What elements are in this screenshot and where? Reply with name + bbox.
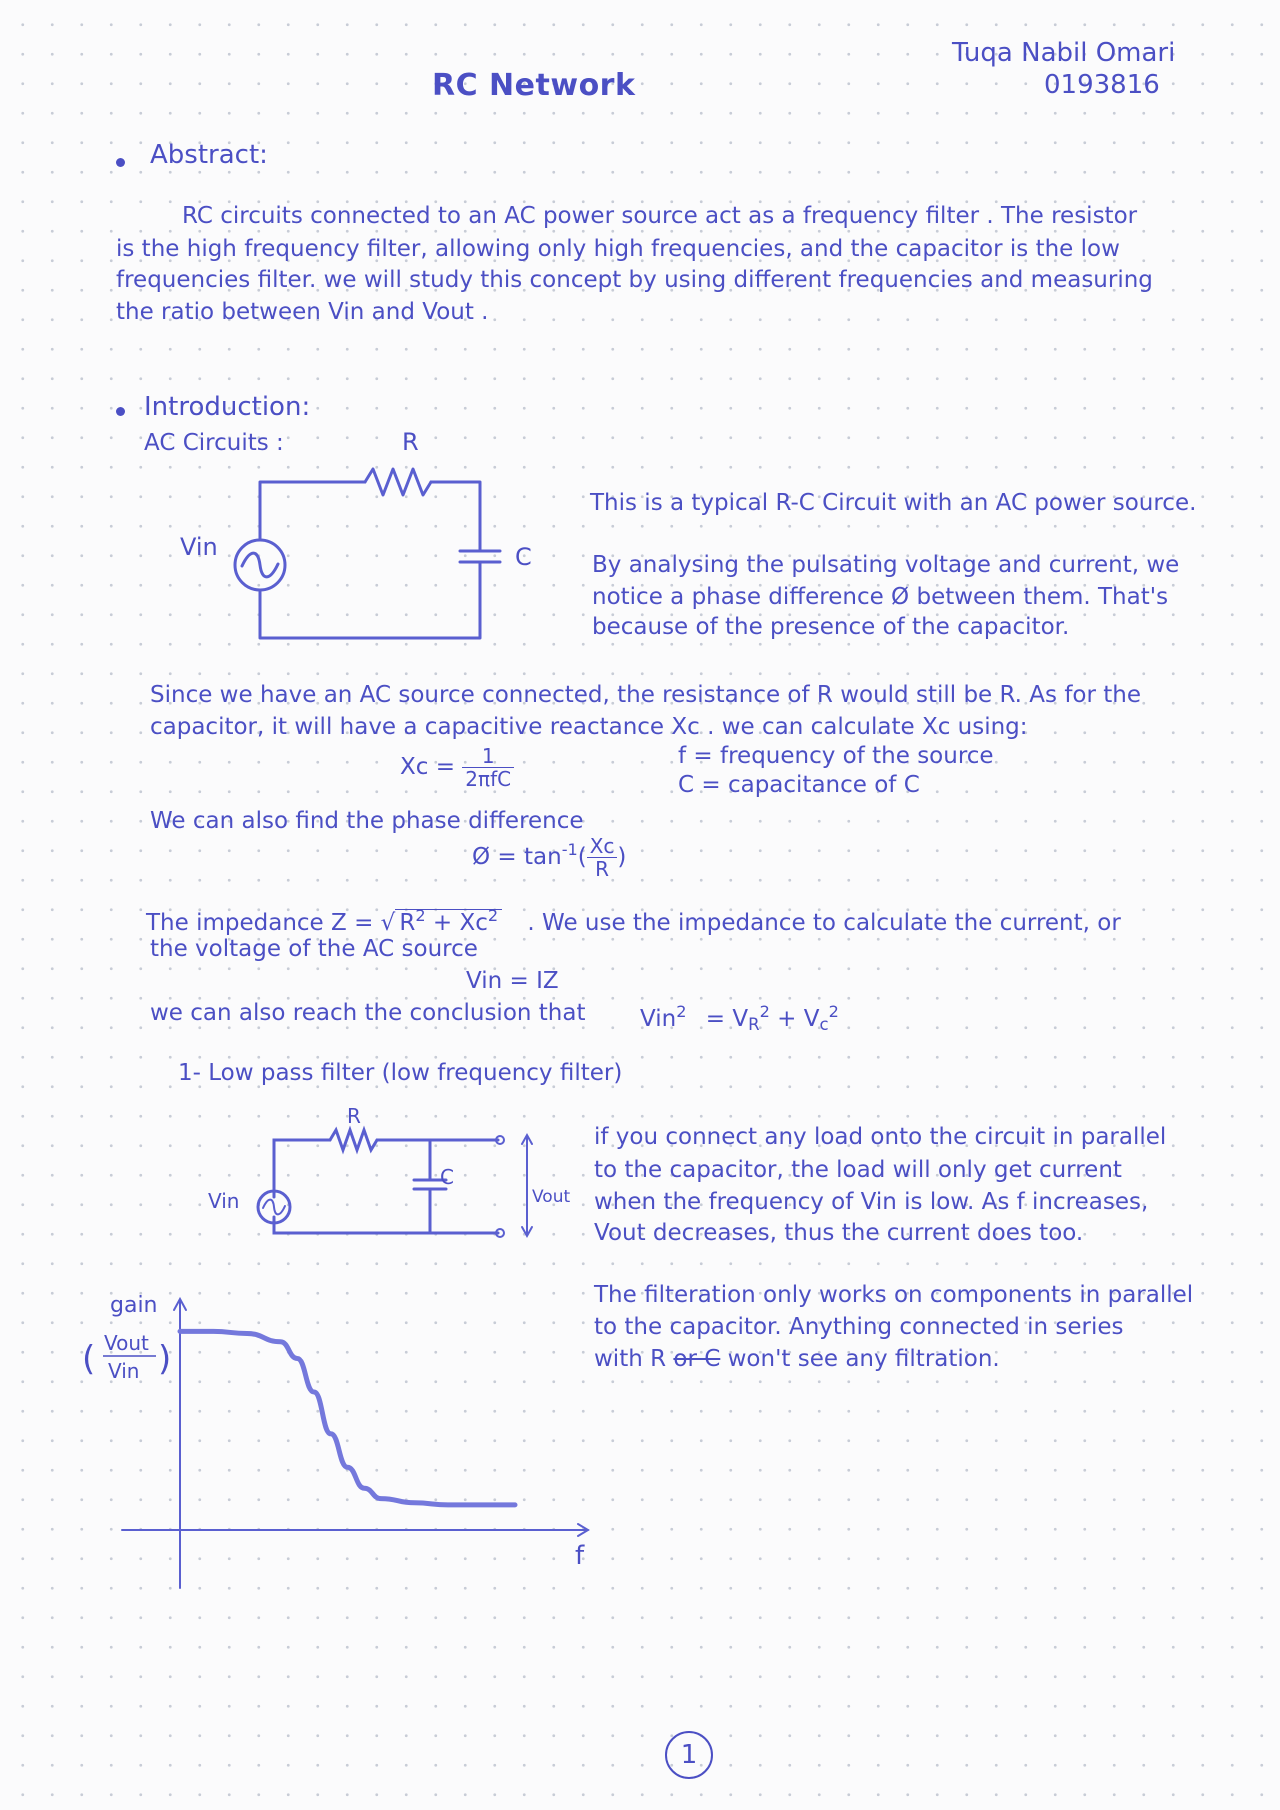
lp-resistor-label: R xyxy=(347,1104,361,1128)
chart-xlabel: f xyxy=(575,1541,585,1571)
source-label: Vin xyxy=(180,533,218,561)
phase-numerator: Xc xyxy=(587,835,618,858)
intro-heading: Introduction: xyxy=(144,392,311,422)
low-pass-circuit-diagram xyxy=(200,1100,600,1250)
circuit-wire-top-right xyxy=(431,482,480,551)
abstract-line-1: RC circuits connected to an AC power source act as a frequency filter . The resistor xyxy=(182,203,1138,229)
parallel-note-line-1: if you connect any load onto the circuit in parallel xyxy=(594,1124,1167,1150)
resistor-label: R xyxy=(402,428,419,456)
page-number: 1 xyxy=(665,1731,713,1779)
lp-ac-wave-icon xyxy=(263,1200,285,1215)
xc-formula xyxy=(400,745,514,790)
final-r-exp: 2 xyxy=(759,1002,770,1021)
impedance-r-exp: 2 xyxy=(415,906,426,925)
parallel-note-line-4: Vout decreases, thus the current does too. xyxy=(594,1220,1084,1246)
circuit-wire-top-left xyxy=(260,482,365,540)
impedance-prefix: The impedance Z = xyxy=(146,909,374,936)
phase-text: We can also find the phase difference xyxy=(150,808,584,834)
capacitor-label: C xyxy=(515,543,532,571)
gain-frequency-chart xyxy=(70,1290,590,1610)
filtration-suffix: won't see any filtration. xyxy=(727,1346,1000,1372)
chart-ylabel-num: Vout xyxy=(104,1331,149,1355)
phase-note-line-2: notice a phase difference Ø between them. That's xyxy=(592,584,1169,610)
final-c-exp: 2 xyxy=(828,1002,839,1021)
low-pass-heading: 1- Low pass filter (low frequency filter) xyxy=(178,1060,623,1086)
impedance-line-2: the voltage of the AC source xyxy=(150,936,478,962)
impedance-suffix: . We use the impedance to calculate the current, or xyxy=(527,909,1121,936)
xc-denominator: 2πfC xyxy=(465,767,512,791)
intro-bullet xyxy=(116,407,125,416)
filtration-struck: or C xyxy=(673,1346,721,1372)
reactance-line-2: capacitor, it will have a capacitive reactance Xc . we can calculate Xc using: xyxy=(150,714,1028,740)
conclusion-text: we can also reach the conclusion that xyxy=(150,1000,586,1026)
phase-fraction xyxy=(587,835,618,880)
author-name: Tuqa Nabil Omari xyxy=(952,38,1176,68)
abstract-line-3: frequencies filter. we will study this concept by using different frequencies and measuring xyxy=(116,267,1153,293)
chart-ylabel: gain xyxy=(110,1293,158,1318)
xc-numerator: 1 xyxy=(462,745,514,768)
circuit-caption: This is a typical R-C Circuit with an AC power source. xyxy=(590,490,1197,516)
rc-circuit-diagram xyxy=(170,425,590,655)
abstract-line-4: the ratio between Vin and Vout . xyxy=(116,299,489,325)
phase-formula: Ø = $\tan^{-1}$( $\frac{Xc}{R}$ ) xyxy=(472,833,627,881)
lp-source-label: Vin xyxy=(208,1189,240,1213)
final-plus: + V xyxy=(777,1005,820,1032)
reactance-line-1: Since we have an AC source connected, the resistance of R would still be R. As for the xyxy=(150,682,1141,708)
circuit-wire-bottom xyxy=(260,562,480,638)
lp-resistor-zigzag xyxy=(330,1130,377,1150)
xc-fraction xyxy=(462,745,514,790)
parallel-note-line-3: when the frequency of Vin is low. As f increases, xyxy=(594,1189,1149,1215)
phase-note-line-3: because of the presence of the capacitor. xyxy=(592,614,1070,640)
ac-circuits-subheading: AC Circuits : xyxy=(144,430,284,456)
phase-lhs: Ø = tan xyxy=(472,843,562,870)
filtration-note-line-3 xyxy=(594,1344,1000,1376)
filtration-prefix: with R xyxy=(594,1346,667,1372)
lp-wire-top-left xyxy=(274,1140,330,1197)
author-id: 0193816 xyxy=(1044,70,1160,100)
impedance-r: R xyxy=(399,909,416,936)
page-title: RC Network xyxy=(432,68,636,103)
parallel-note-line-2: to the capacitor, the load will only get current xyxy=(594,1157,1122,1183)
abstract-line-2: is the high frequency filter, allowing only high frequencies, and the capacitor is the low xyxy=(116,236,1120,262)
impedance-exp: 2 xyxy=(487,906,499,925)
chart-ylabel-paren-open: ( xyxy=(82,1339,96,1379)
lp-wire-bottom xyxy=(274,1217,498,1233)
impedance-line-1: The impedance Z = √ $R^2 + Xc^2$ . We use the impedance to calculate the current, or xyxy=(146,906,1121,936)
phase-denominator: R xyxy=(595,856,610,881)
f-definition: f = frequency of the source xyxy=(678,743,994,769)
filtration-note-line-1: The filteration only works on components in parallel xyxy=(594,1282,1194,1308)
abstract-bullet xyxy=(116,158,125,167)
abstract-heading: Abstract: xyxy=(150,140,268,170)
resistor-zigzag xyxy=(365,469,431,495)
chart-ylabel-den: Vin xyxy=(108,1359,140,1383)
final-mid: = V xyxy=(705,1005,749,1032)
final-c-sub: c xyxy=(819,1014,829,1034)
lp-capacitor-label: C xyxy=(440,1165,454,1189)
ac-wave-icon xyxy=(242,553,278,577)
phase-note-line-1: By analysing the pulsating voltage and current, we xyxy=(592,552,1180,578)
c-definition: C = capacitance of C xyxy=(678,772,920,798)
final-lhs: Vin xyxy=(640,1005,677,1032)
xc-lhs: Xc = xyxy=(400,754,455,780)
chart-ylabel-paren-close: ) xyxy=(158,1339,172,1379)
impedance-sqrt xyxy=(395,906,502,936)
lp-output-label: Vout xyxy=(532,1187,571,1207)
filtration-note-line-2: to the capacitor. Anything connected in series xyxy=(594,1314,1124,1340)
phase-exponent: -1 xyxy=(561,840,578,859)
final-equation xyxy=(640,996,839,1040)
impedance-plus: + Xc xyxy=(432,909,488,936)
vin-equation: Vin = IZ xyxy=(466,968,559,994)
final-r-sub: R xyxy=(748,1014,760,1034)
final-lhs-exp: 2 xyxy=(676,1002,687,1021)
chart-series-line xyxy=(180,1331,515,1505)
